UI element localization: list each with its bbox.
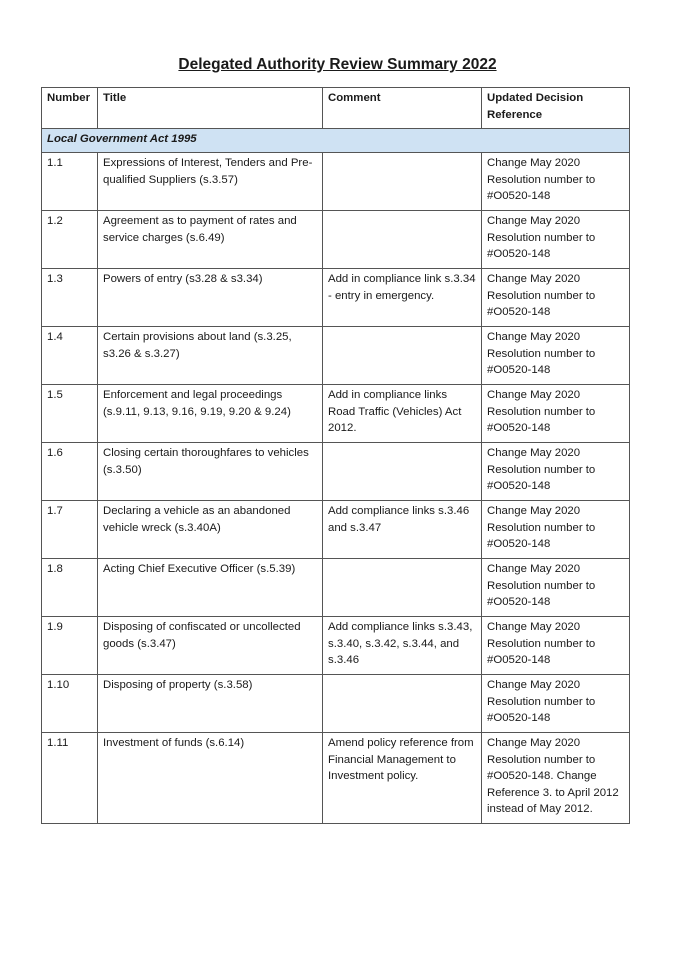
cell-number: 1.10 — [42, 675, 98, 733]
cell-reference: Change May 2020 Resolution number to #O0520-148 — [482, 501, 630, 559]
cell-comment: Add compliance links s.3.43, s.3.40, s.3.42, s.3.44, and s.3.46 — [323, 617, 482, 675]
table-row — [42, 327, 630, 385]
table-row — [42, 385, 630, 443]
cell-reference: Change May 2020 Resolution number to #O0520-148 — [482, 559, 630, 617]
cell-title: Closing certain thoroughfares to vehicles (s.3.50) — [98, 443, 323, 501]
cell-reference: Change May 2020 Resolution number to #O0520-148 — [482, 211, 630, 269]
cell-comment — [323, 443, 482, 501]
cell-reference: Change May 2020 Resolution number to #O0520-148 — [482, 617, 630, 675]
cell-title: Declaring a vehicle as an abandoned vehicle wreck (s.3.40A) — [98, 501, 323, 559]
cell-reference: Change May 2020 Resolution number to #O0520-148 — [482, 269, 630, 327]
cell-title: Disposing of property (s.3.58) — [98, 675, 323, 733]
cell-reference: Change May 2020 Resolution number to #O0520-148 — [482, 443, 630, 501]
cell-comment — [323, 675, 482, 733]
section-row — [42, 129, 630, 153]
cell-comment: Add in compliance link s.3.34 - entry in emergency. — [323, 269, 482, 327]
cell-comment — [323, 153, 482, 211]
cell-number: 1.7 — [42, 501, 98, 559]
table-row — [42, 211, 630, 269]
table-row — [42, 153, 630, 211]
table-row — [42, 733, 630, 824]
header-number: Number — [42, 88, 98, 129]
cell-comment — [323, 211, 482, 269]
cell-number: 1.1 — [42, 153, 98, 211]
table-row — [42, 559, 630, 617]
table-row — [42, 443, 630, 501]
table-row — [42, 675, 630, 733]
cell-comment — [323, 327, 482, 385]
cell-reference: Change May 2020 Resolution number to #O0520-148 — [482, 327, 630, 385]
cell-number: 1.3 — [42, 269, 98, 327]
cell-title: Investment of funds (s.6.14) — [98, 733, 323, 824]
cell-reference: Change May 2020 Resolution number to #O0520-148 — [482, 385, 630, 443]
cell-reference: Change May 2020 Resolution number to #O0520-148 — [482, 675, 630, 733]
cell-title: Agreement as to payment of rates and service charges (s.6.49) — [98, 211, 323, 269]
table-row — [42, 617, 630, 675]
cell-title: Powers of entry (s3.28 & s3.34) — [98, 269, 323, 327]
cell-number: 1.11 — [42, 733, 98, 824]
cell-reference: Change May 2020 Resolution number to #O0520-148. Change Reference 3. to April 2012 instead of May 2012. — [482, 733, 630, 824]
section-label: Local Government Act 1995 — [42, 129, 630, 153]
cell-title: Acting Chief Executive Officer (s.5.39) — [98, 559, 323, 617]
header-comment: Comment — [323, 88, 482, 129]
cell-title: Enforcement and legal proceedings (s.9.11, 9.13, 9.16, 9.19, 9.20 & 9.24) — [98, 385, 323, 443]
table-row — [42, 501, 630, 559]
cell-comment: Add compliance links s.3.46 and s.3.47 — [323, 501, 482, 559]
cell-reference: Change May 2020 Resolution number to #O0520-148 — [482, 153, 630, 211]
cell-title: Disposing of confiscated or uncollected goods (s.3.47) — [98, 617, 323, 675]
table-row — [42, 269, 630, 327]
cell-number: 1.6 — [42, 443, 98, 501]
cell-title: Expressions of Interest, Tenders and Pre-qualified Suppliers (s.3.57) — [98, 153, 323, 211]
header-title: Title — [98, 88, 323, 129]
document-title: Delegated Authority Review Summary 2022 — [178, 56, 497, 73]
cell-number: 1.9 — [42, 617, 98, 675]
cell-number: 1.4 — [42, 327, 98, 385]
cell-number: 1.5 — [42, 385, 98, 443]
cell-comment — [323, 559, 482, 617]
table-header-row — [42, 88, 630, 129]
cell-comment: Amend policy reference from Financial Management to Investment policy. — [323, 733, 482, 824]
review-table — [41, 87, 630, 824]
header-reference: Updated Decision Reference — [482, 88, 630, 129]
cell-comment: Add in compliance links Road Traffic (Vehicles) Act 2012. — [323, 385, 482, 443]
cell-number: 1.8 — [42, 559, 98, 617]
cell-number: 1.2 — [42, 211, 98, 269]
cell-title: Certain provisions about land (s.3.25, s3.26 & s.3.27) — [98, 327, 323, 385]
